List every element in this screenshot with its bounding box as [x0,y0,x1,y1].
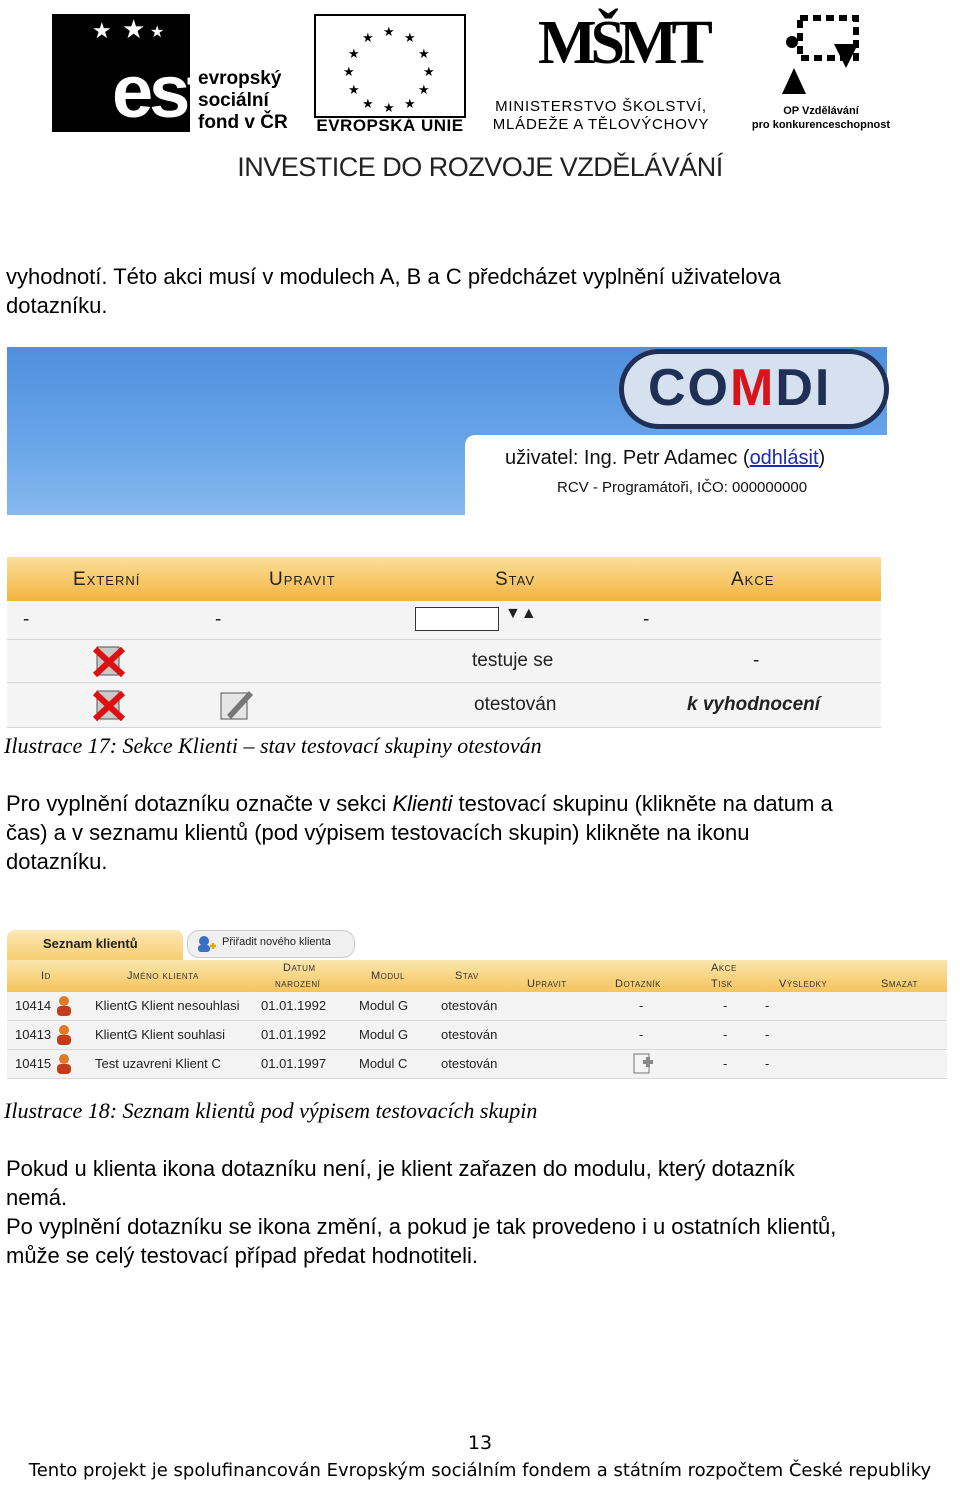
k-vyhodnoceni-link[interactable]: k vyhodnocení [687,694,821,715]
instructions-part1: Pro vyplnění dotazníku označte v sekci [6,791,393,816]
instructions-line2: čas) a v seznamu klientů (pod výpisem testovacích skupin) klikněte na ikonu [6,820,750,845]
user-label: uživatel: Ing. Petr Adamec ( [505,447,750,469]
col-jmeno[interactable]: Jméno klienta [127,970,199,982]
col-stav[interactable]: Stav [455,970,479,982]
comdi-logo [619,349,889,429]
delete-x-icon[interactable] [91,643,127,679]
row-akce: - [753,650,760,671]
cell-dotaznik: - [639,1027,644,1042]
op-text-line1: OP Vzdělávání [783,105,859,117]
user-info-box [465,435,887,515]
closing-line2: nemá. [6,1185,68,1210]
page-number: 13 [467,1432,493,1454]
cell-tisk: - [723,998,728,1013]
msmt-logo: MŠMT [538,9,707,77]
msmt-text-line1: MINISTERSTVO ŠKOLSTVÍ, [495,98,707,115]
op-text-line2: pro konkurenceschopnost [751,119,891,131]
cell-dotaznik: - [639,998,644,1013]
cell-tisk: - [723,1027,728,1042]
logout-link[interactable]: odhlásit [749,447,819,469]
caption-18: Ilustrace 18: Seznam klientů pod výpisem testovacích skupin [4,1098,538,1123]
row-stav: otestován [474,694,557,715]
client-avatar-icon [55,1053,73,1075]
esf-text-line1: evropský [198,68,282,89]
filter-externi: - [23,609,30,630]
cell-id: 10415 [15,1056,52,1071]
cell-modul: Modul G [359,1027,409,1042]
cell-jmeno[interactable]: KlientG Klient souhlasi [95,1027,226,1042]
edit-icon[interactable] [217,687,255,721]
cell-stav: otestován [441,1027,498,1042]
cell-jmeno[interactable]: KlientG Klient nesouhlasi [95,998,240,1013]
col-vysledky[interactable]: Výsledky [779,978,828,990]
comdi-logo-part1: CO [648,359,730,417]
sort-arrows-icon[interactable]: ▼▲ [505,605,537,622]
caption-17: Ilustrace 17: Sekce Klienti – stav testovací skupiny otestován [4,733,542,758]
op-text [736,104,906,132]
col-tisk[interactable]: Tisk [711,978,733,990]
col-smazat[interactable]: Smazat [881,978,918,990]
client-avatar-icon [55,995,73,1017]
screenshot-seznam-klientu [7,926,947,1078]
intro-line1: vyhodnotí. Této akci musí v modulech A, B a C předcházet vyplnění uživatelova [6,264,781,289]
client-avatar-icon [55,1024,73,1046]
header-logos [0,0,960,200]
eu-text: EVROPSKÁ UNIE [316,116,464,135]
esf-letters: esf [112,50,207,133]
row-stav: testuje se [472,650,554,671]
user-close: ) [818,447,826,469]
table-row[interactable] [7,992,947,1021]
instructions-line3: dotazníku. [6,849,108,874]
msmt-text-line2: MLÁDEŽE A TĚLOVÝCHOVY [492,116,710,133]
esf-text [198,68,288,134]
esf-text-line3: fond v ČR [198,112,288,133]
col-externi[interactable]: Externí [73,569,141,590]
clients-table-header [7,960,947,994]
col-dotaznik[interactable]: Dotazník [615,978,662,990]
instructions-line1 [6,789,833,818]
filter-upravit: - [215,609,222,630]
cell-id: 10414 [15,998,52,1013]
tab-seznam-klientu-label: Seznam klientů [43,936,138,951]
esf-logo: ★ ★ ★ esf [52,14,190,132]
investice-tagline: INVESTICE DO ROZVOJE VZDĚLÁVÁNÍ [237,152,723,182]
screenshot-klienti-section [7,347,887,729]
instructions-paragraph [6,789,833,876]
closing-paragraph [6,1154,836,1270]
col-upravit[interactable]: Upravit [269,569,336,590]
col-narozeni[interactable]: narození [275,978,321,990]
table-row [7,640,881,683]
tab-seznam-klientu[interactable] [7,930,183,962]
cell-vysledky: - [765,998,770,1013]
intro-line2: dotazníku. [6,293,108,318]
msmt-text [472,98,730,134]
col-stav[interactable]: Stav [495,569,536,590]
table-row[interactable] [7,1050,947,1079]
col-upravit[interactable]: Upravit [527,978,567,990]
cell-stav: otestován [441,1056,498,1071]
org-line: RCV - Programátoři, IČO: 000000000 [557,479,808,496]
eu-flag-logo: ★ ★ ★ ★ ★ ★ ★ ★ ★ ★ ★ ★ [314,14,466,118]
op-logo [772,14,868,98]
cell-datum: 01.01.1992 [261,1027,327,1042]
cell-modul: Modul C [359,1056,408,1071]
closing-line1: Pokud u klienta ikona dotazníku není, je klient zařazen do modulu, který dotazník [6,1156,795,1181]
col-datum[interactable]: Datum [283,962,316,974]
cell-modul: Modul G [359,998,409,1013]
table-row [7,683,881,728]
col-id[interactable]: Id [41,970,51,982]
footer-text: Tento projekt je spolufinancován Evropským sociálním fondem a státním rozpočtem České republiky [28,1460,932,1481]
cell-vysledky: - [765,1056,770,1071]
cell-jmeno[interactable]: Test uzavreni Klient C [95,1056,221,1071]
comdi-logo-part2: M [730,359,776,417]
cell-tisk: - [723,1056,728,1071]
col-modul[interactable]: Modul [371,970,405,982]
filter-akce: - [643,609,650,630]
cell-datum: 01.01.1997 [261,1056,327,1071]
table-row[interactable] [7,1021,947,1050]
closing-line4: může se celý testovací případ předat hodnotiteli. [6,1243,479,1268]
table-header [7,557,881,601]
delete-x-icon[interactable] [91,687,127,723]
cell-vysledky: - [765,1027,770,1042]
intro-paragraph [6,262,781,320]
cell-stav: otestován [441,998,498,1013]
filter-stav-input[interactable] [415,607,499,631]
esf-text-line2: sociální [198,90,269,111]
closing-line3: Po vyplnění dotazníku se ikona změní, a pokud je tak provedeno i u ostatních klientů, [6,1214,837,1239]
add-user-icon [196,934,216,954]
comdi-logo-part3: DI [775,359,832,417]
col-akce[interactable]: Akce [731,569,775,590]
instructions-part2: testovací skupinu (klikněte na datum a [452,791,833,816]
user-line [505,447,825,470]
filter-row [7,601,881,640]
cell-id: 10413 [15,1027,52,1042]
add-client-label: Přiřadit nového klienta [222,936,331,948]
col-akce[interactable]: Akce [711,962,737,974]
app-header [7,347,887,515]
instructions-klienti: Klienti [392,791,453,816]
questionnaire-add-icon[interactable] [631,1052,655,1076]
cell-datum: 01.01.1992 [261,998,327,1013]
add-client-button[interactable] [187,930,355,958]
